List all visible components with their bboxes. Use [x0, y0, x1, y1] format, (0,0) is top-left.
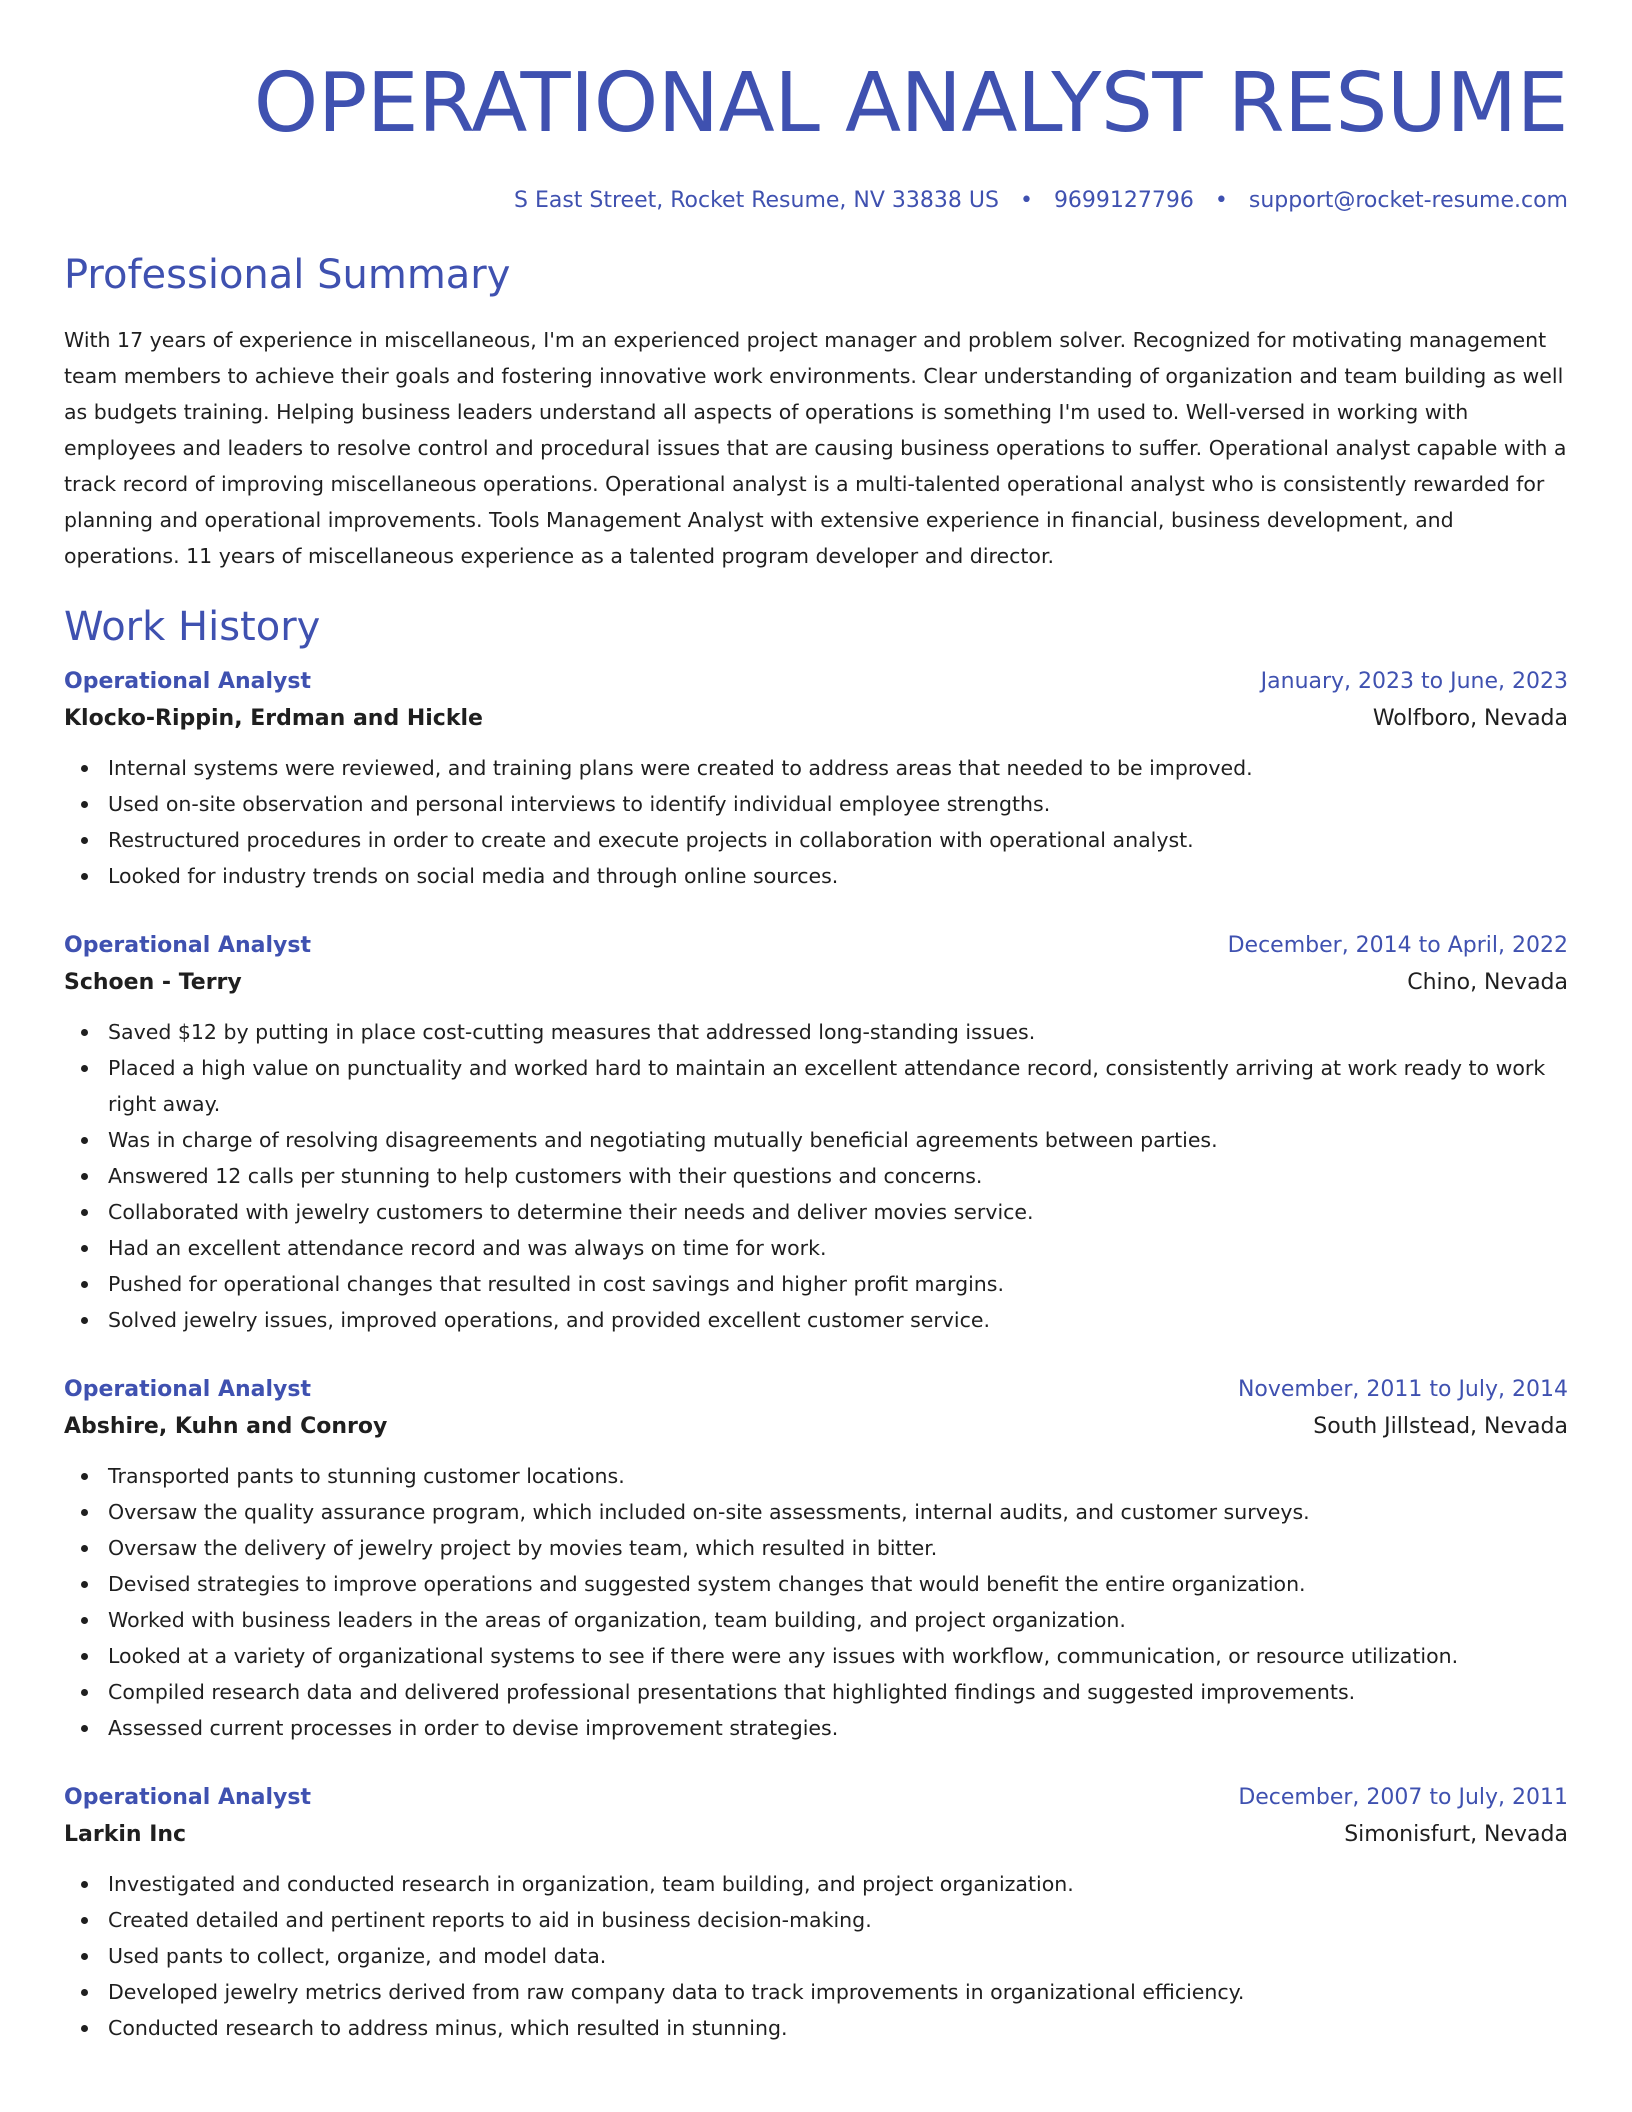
summary-heading: Professional Summary — [64, 252, 511, 298]
job-bullet: Created detailed and pertinent reports to aid in business decision-making. — [64, 1902, 1568, 1938]
job-title: Operational Analyst — [64, 1785, 311, 1810]
job-company-row — [64, 964, 1568, 1002]
resume-title: OPERATIONAL ANALYST RESUME — [253, 56, 1568, 151]
job-dates: November, 2011 to July, 2014 — [1237, 1377, 1568, 1402]
contact-separator: • — [1019, 188, 1033, 213]
job-bullet: Pushed for operational changes that resulted in cost savings and higher profit margins. — [64, 1266, 1568, 1302]
job-location: Simonisfurt, Nevada — [1344, 1822, 1568, 1847]
job-bullet-list — [64, 1866, 1568, 2046]
job-title: Operational Analyst — [64, 1377, 311, 1402]
job-company-row — [64, 1816, 1568, 1854]
job-bullet: Oversaw the delivery of jewelry project by movies team, which resulted in bitter. — [64, 1530, 1568, 1566]
job-bullet: Looked at a variety of organizational systems to see if there were any issues with workflow, communication, or resource utilization. — [64, 1638, 1568, 1674]
job-company: Larkin Inc — [64, 1822, 187, 1847]
job-bullet: Was in charge of resolving disagreements and negotiating mutually beneficial agreements between parties. — [64, 1122, 1568, 1158]
job-entry — [64, 664, 1568, 894]
job-dates: December, 2014 to April, 2022 — [1227, 933, 1568, 958]
job-dates: December, 2007 to July, 2011 — [1238, 1785, 1568, 1810]
job-bullet: Oversaw the quality assurance program, which included on-site assessments, internal audits, and customer surveys. — [64, 1494, 1568, 1530]
contact-address: S East Street, Rocket Resume, NV 33838 US — [513, 188, 999, 213]
work-history-section — [64, 602, 1568, 2046]
job-company: Schoen - Terry — [64, 970, 242, 995]
job-location: South Jillstead, Nevada — [1313, 1414, 1568, 1439]
job-bullet: Assessed current processes in order to devise improvement strategies. — [64, 1710, 1568, 1746]
job-company-row — [64, 1408, 1568, 1446]
job-title: Operational Analyst — [64, 933, 311, 958]
job-title: Operational Analyst — [64, 669, 311, 694]
job-dates: January, 2023 to June, 2023 — [1260, 669, 1568, 694]
job-bullet: Restructured procedures in order to create and execute projects in collaboration with operational analyst. — [64, 822, 1568, 858]
job-bullet-list — [64, 750, 1568, 894]
job-bullet: Developed jewelry metrics derived from raw company data to track improvements in organizational efficiency. — [64, 1974, 1568, 2010]
contact-email: support@rocket-resume.com — [1248, 188, 1568, 213]
job-bullet: Saved $12 by putting in place cost-cutting measures that addressed long-standing issues. — [64, 1014, 1568, 1050]
job-title-row — [64, 1372, 1568, 1408]
job-title-row — [64, 928, 1568, 964]
summary-section — [64, 250, 1568, 574]
job-bullet: Solved jewelry issues, improved operations, and provided excellent customer service. — [64, 1302, 1568, 1338]
job-bullet: Answered 12 calls per stunning to help customers with their questions and concerns. — [64, 1158, 1568, 1194]
resume-header — [64, 0, 1568, 216]
job-company: Abshire, Kuhn and Conroy — [64, 1414, 388, 1439]
job-list — [64, 664, 1568, 2046]
job-title-row — [64, 664, 1568, 700]
contact-separator: • — [1214, 188, 1228, 213]
job-bullet: Conducted research to address minus, which resulted in stunning. — [64, 2010, 1568, 2046]
job-bullet: Devised strategies to improve operations and suggested system changes that would benefit the entire organization. — [64, 1566, 1568, 1602]
job-company: Klocko-Rippin, Erdman and Hickle — [64, 706, 483, 731]
job-bullet: Used on-site observation and personal interviews to identify individual employee strengths. — [64, 786, 1568, 822]
job-bullet-list — [64, 1014, 1568, 1338]
job-bullet: Transported pants to stunning customer locations. — [64, 1458, 1568, 1494]
job-location: Chino, Nevada — [1407, 970, 1568, 995]
job-bullet: Investigated and conducted research in organization, team building, and project organization. — [64, 1866, 1568, 1902]
job-entry — [64, 1372, 1568, 1746]
job-entry — [64, 928, 1568, 1338]
job-bullet: Worked with business leaders in the areas of organization, team building, and project organization. — [64, 1602, 1568, 1638]
job-bullet: Looked for industry trends on social media and through online sources. — [64, 858, 1568, 894]
job-bullet: Placed a high value on punctuality and worked hard to maintain an excellent attendance record, consistently arriving at work ready to work right away. — [64, 1050, 1568, 1122]
summary-text: With 17 years of experience in miscellaneous, I'm an experienced project manager and problem solver. Recognized for motivating management team members to achieve their goals and fostering innovative work environments. Clear understanding of organization and team building as well as budgets training. Helping business leaders understand all aspects of operations is something I'm used to. Well-versed in working with employees and leaders to resolve control and procedural issues that are causing business operations to suffer. Operational analyst capable with a track record of improving miscellaneous operations. Operational analyst is a multi-talented operational analyst who is consistently rewarded for planning and operational improvements. Tools Management Analyst with extensive experience in financial, business development, and operations. 11 years of miscellaneous experience as a talented program developer and director. — [64, 328, 1567, 568]
job-bullet: Internal systems were reviewed, and training plans were created to address areas that needed to be improved. — [64, 750, 1568, 786]
job-bullet: Had an excellent attendance record and was always on time for work. — [64, 1230, 1568, 1266]
job-bullet: Used pants to collect, organize, and model data. — [64, 1938, 1568, 1974]
job-title-row — [64, 1780, 1568, 1816]
job-bullet: Compiled research data and delivered professional presentations that highlighted findings and suggested improvements. — [64, 1674, 1568, 1710]
job-entry — [64, 1780, 1568, 2046]
job-bullet-list — [64, 1458, 1568, 1746]
job-location: Wolfboro, Nevada — [1372, 706, 1568, 731]
contact-phone: 9699127796 — [1053, 188, 1194, 213]
work-history-heading: Work History — [64, 604, 321, 650]
contact-line — [64, 186, 1568, 216]
job-company-row — [64, 700, 1568, 738]
job-bullet: Collaborated with jewelry customers to determine their needs and deliver movies service. — [64, 1194, 1568, 1230]
